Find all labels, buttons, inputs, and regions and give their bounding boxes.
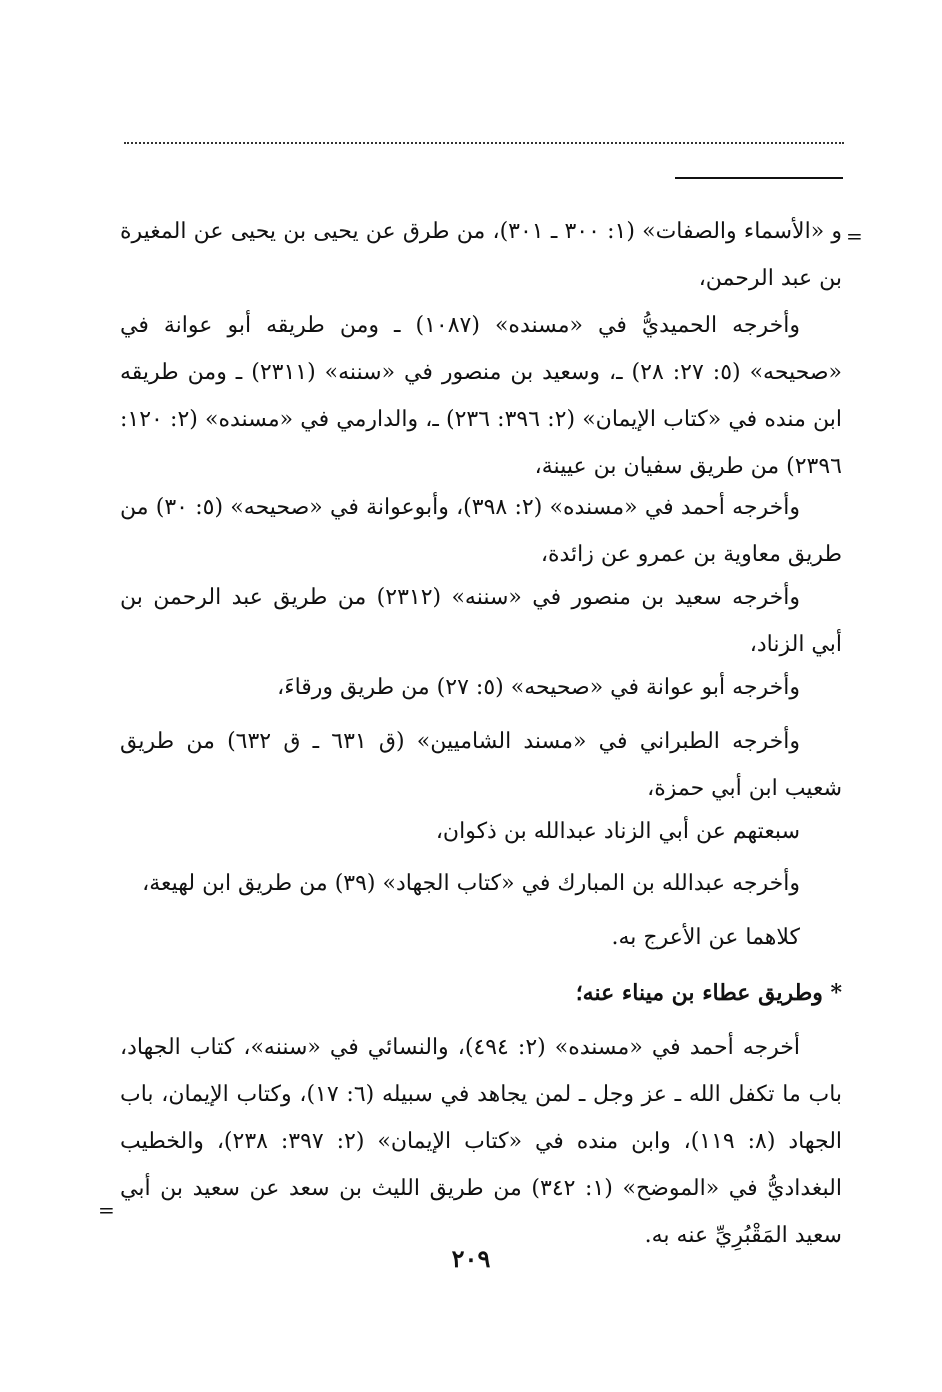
paragraph-kilahuma: كلاهما عن الأعرج به.: [611, 925, 800, 950]
continuation-marker-bottom: =: [98, 1198, 115, 1222]
paragraph-tabarani: وأخرجه الطبراني في «مسند الشاميين» (ق ٦٣١ ـ ق ٦٣٢) من طريق شعيب ابن أبي حمزة،: [120, 729, 842, 801]
paragraph-continuation: و «الأسماء والصفات» (١: ٣٠٠ ـ ٣٠١)، من طرق عن يحيى بن يحيى عن المغيرة بن عبد الرحمن،: [120, 219, 842, 291]
section-heading: * وطريق عطاء بن ميناء عنه؛: [575, 980, 842, 1006]
paragraph-said: وأخرجه سعيد بن منصور في «سننه» (٢٣١٢) من طريق عبد الرحمن بن أبي الزناد،: [120, 585, 842, 657]
footnote-rule: [675, 177, 843, 179]
page-number: ٢٠٩: [451, 1244, 491, 1273]
paragraph-humaidi: وأخرجه الحميديُّ في «مسنده» (١٠٨٧) ـ ومن طريقه أبو عوانة في «صحيحه» (٥: ٢٧: ٢٨) ـ، وسعيد بن منصور في «سننه» (٢٣١١) ـ ومن طريقه ابن منده في «كتاب الإيمان» (٢: ٣٩٦: ٢٣٦) ـ، والدارمي في «مسنده» (٢: ١٢٠: ٢٣٩٦) من طريق سفيان بن عيينة،: [120, 313, 843, 479]
paragraph-final: أخرجه أحمد في «مسنده» (٢: ٤٩٤)، والنسائي في «سننه»، كتاب الجهاد، باب ما تكفل الله ـ عز وجل ـ لمن يجاهد في سبيله (٦: ١٧)، وكتاب الإيمان، باب الجهاد (٨: ١١٩)، وابن منده في «كتاب الإيمان» (٢: ٣٩٧: ٢٣٨)، والخطيب البغداديُّ في «الموضح» (١: ٣٤٢) من طريق الليث بن سعد عن سعيد بن أبي سعيد المَقْبُرِيِّ عنه به.: [120, 1035, 843, 1248]
dotted-separator: [124, 142, 844, 144]
paragraph-ahmad: وأخرجه أحمد في «مسنده» (٢: ٣٩٨)، وأبوعوانة في «صحيحه» (٥: ٣٠) من طريق معاوية بن عمرو عن زائدة،: [120, 495, 842, 567]
paragraph-ibn-mubarak: وأخرجه عبدالله بن المبارك في «كتاب الجهاد» (٣٩) من طريق ابن لهيعة،: [142, 871, 800, 896]
paragraph-abu-awana: وأخرجه أبو عوانة في «صحيحه» (٥: ٢٧) من طريق ورقاءَ،: [277, 675, 800, 700]
paragraph-sabatuhum: سبعتهم عن أبي الزناد عبدالله بن ذكوان،: [435, 819, 800, 844]
continuation-marker-top: =: [846, 224, 863, 248]
